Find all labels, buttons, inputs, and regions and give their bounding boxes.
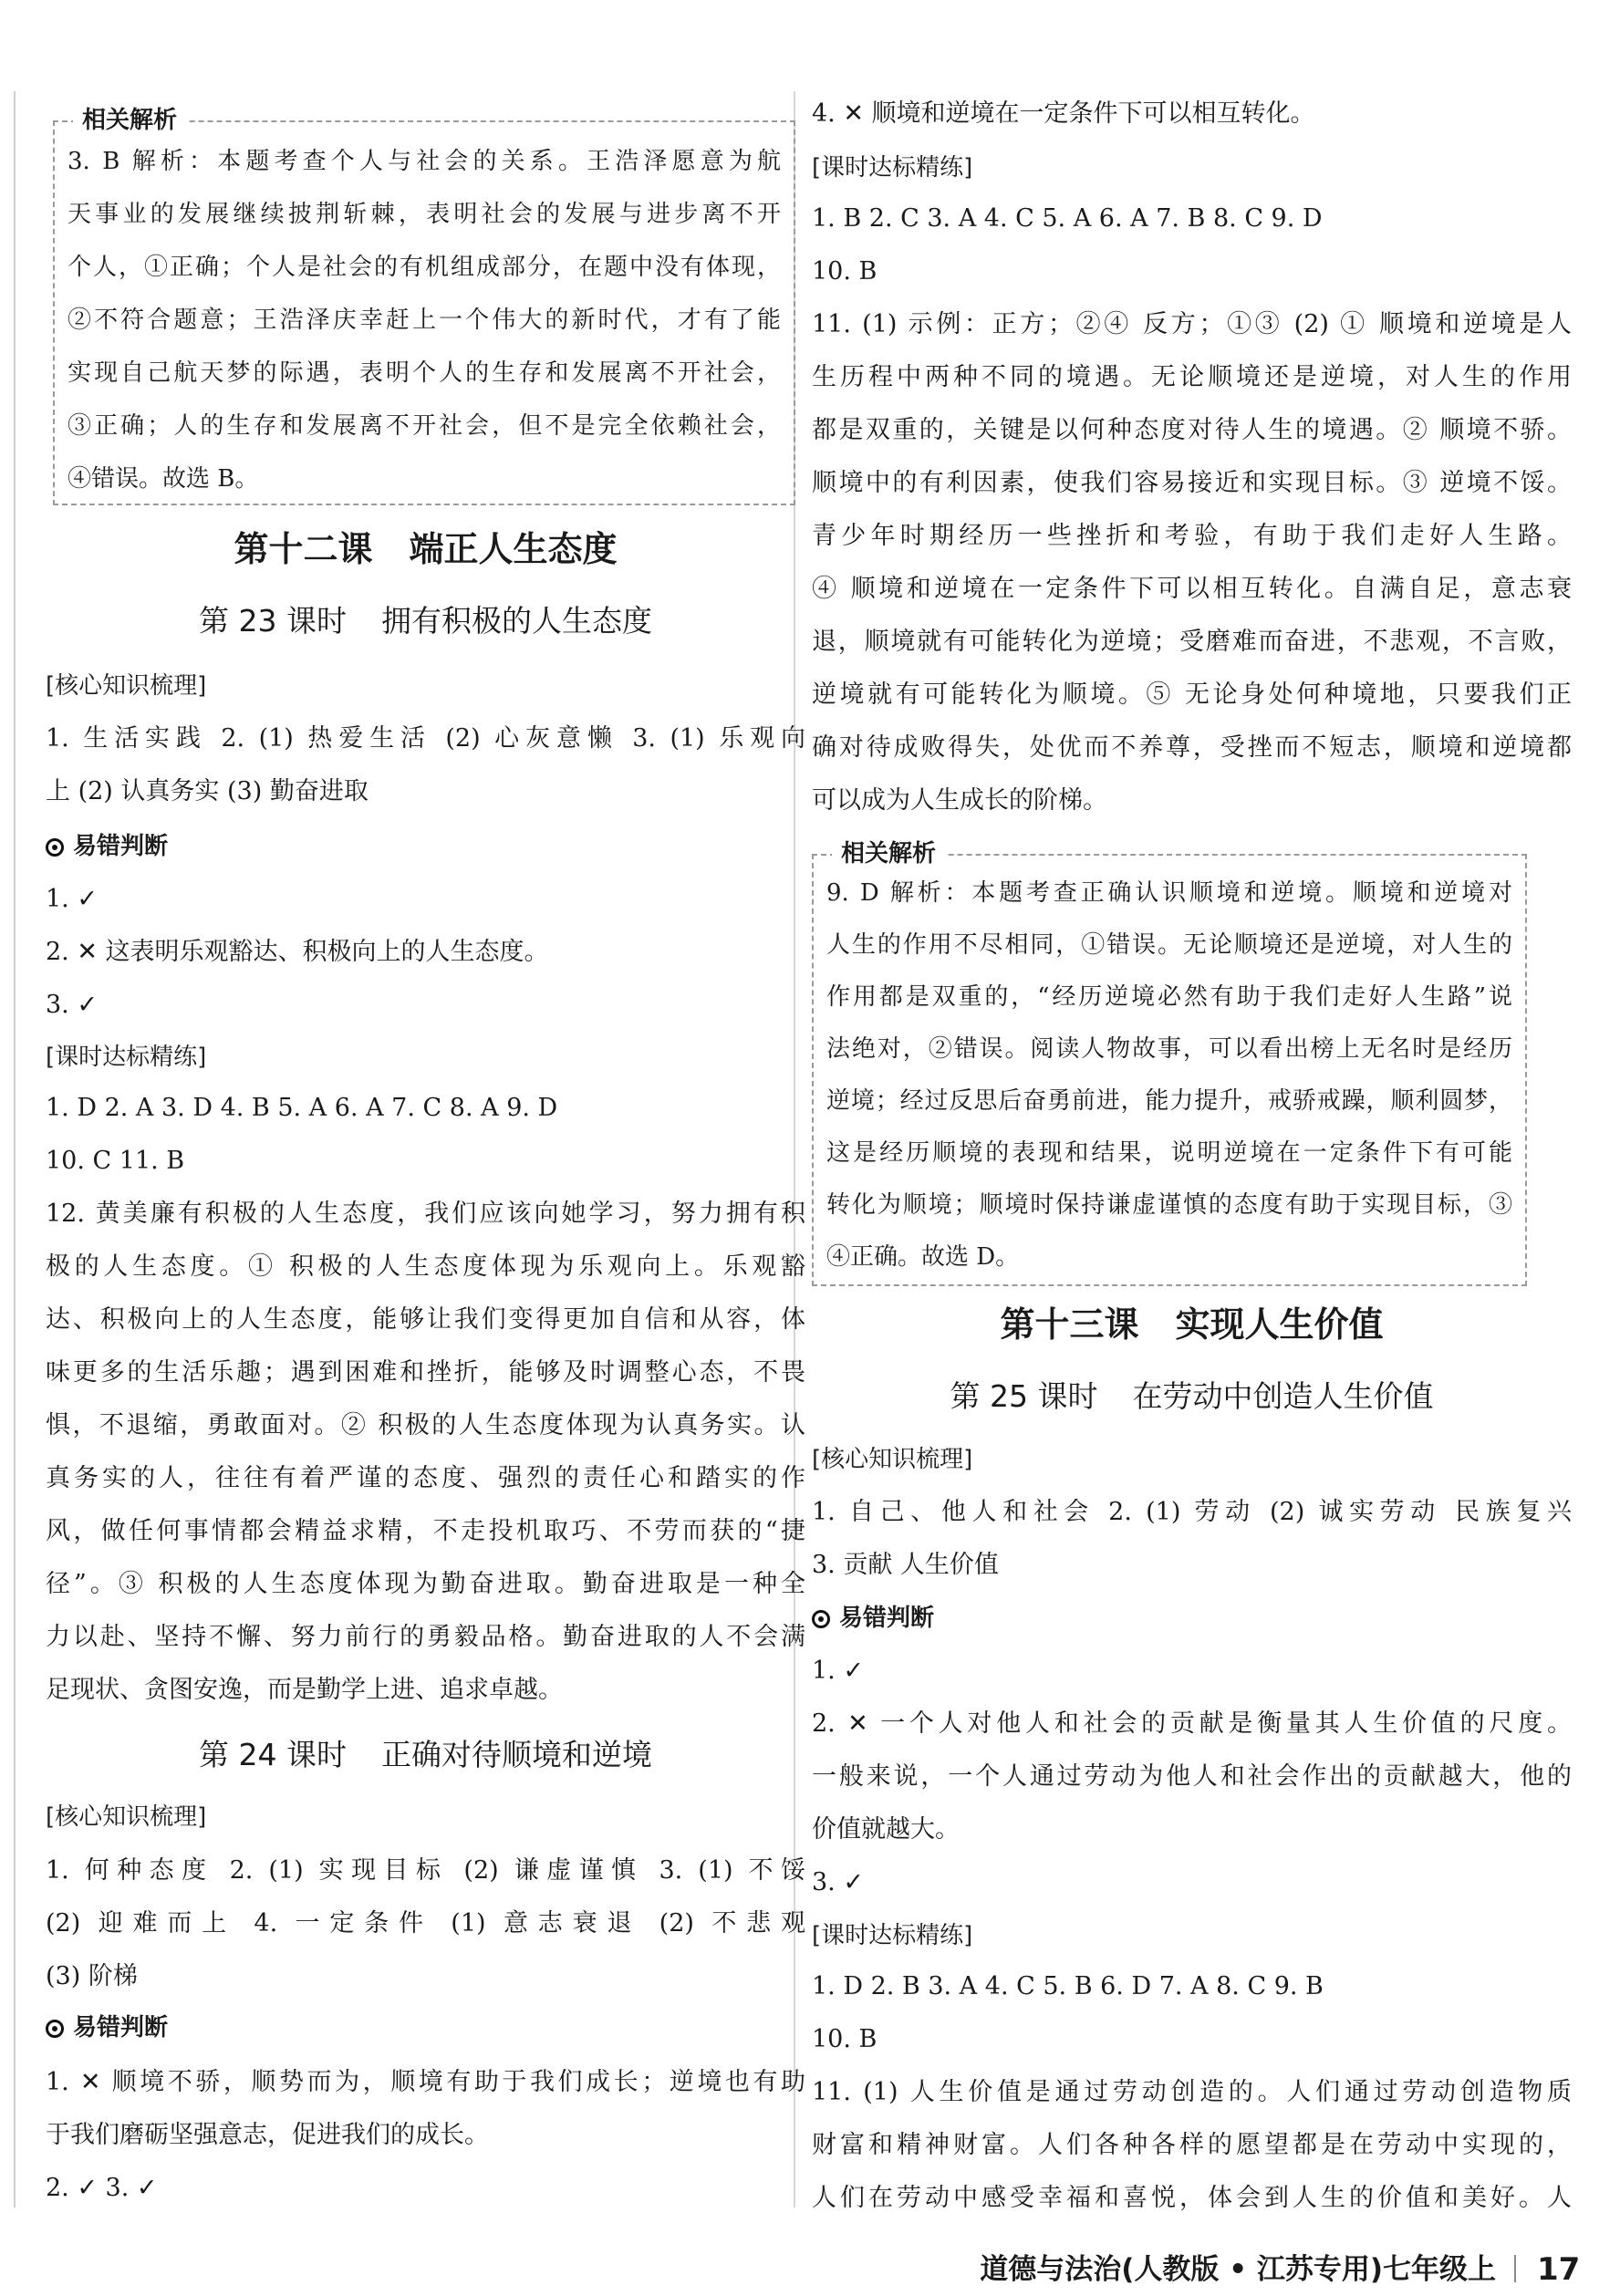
analysis-2-line-7: 转化为顺境；顺境时保持谦虚谨慎的态度有助于实现目标，③ [826,1191,1512,1219]
judge-23-line-1: 1. ✓ [46,885,98,913]
drill-25-line-2: 10. B [812,2025,878,2053]
target-bullet-icon [46,2020,64,2038]
judge-25-line-4: 价值就越大。 [812,1815,960,1844]
judge-24-line-3: 2. ✓ 3. ✓ [46,2174,158,2202]
core-24-line-2: (2) 迎难而上 4. 一定条件 (1) 意志衰退 (2) 不悲观 [46,1909,805,1938]
core-knowledge-label-23: [核心知识梳理] [46,672,207,700]
analysis-2-line-6: 这是经历顺境的表现和结果，说明逆境在一定条件下有可能 [826,1139,1512,1167]
target-bullet-icon [46,838,64,857]
lesson-12-title: 端正人生态度 [409,529,618,569]
analysis-1-line-5: 实现自己航天梦的际遇，表明个人的生存和发展离不开社会， [68,359,781,387]
analysis-2-line-4: 法绝对，②错误。阅读人物故事，可以看出榜上无名时是经历 [826,1035,1512,1063]
core-25-line-1: 1. 自己、他人和社会 2. (1) 劳动 (2) 诚实劳动 民族复兴 [812,1498,1572,1526]
core-knowledge-label-25: [核心知识梳理] [812,1446,973,1473]
judge-25-line-1: 1. ✓ [812,1657,864,1685]
drill-24-line-2: 10. B [812,257,878,286]
lesson-12-heading [46,520,805,578]
analysis-2-line-8: ④正确。故选 D。 [826,1243,1020,1271]
analysis-box-1-tag: 相关解析 [73,102,186,139]
analysis-box-2 [812,840,1527,1286]
period-25-heading [812,1370,1572,1423]
left-column [46,0,805,2296]
drill-24-line-3: 11. (1) 示例：正方；②④ 反方；①③ (2) ① 顺境和逆境是人 [812,310,1572,338]
error-judgment-label-24: 易错判断 [46,2008,168,2048]
period-24-heading [46,1729,805,1782]
drill-24-line-10: 逆境就有可能转化为顺境。⑤ 无论身处何种境地，只要我们正 [812,680,1572,709]
drill-24-line-4: 生历程中两种不同的境遇。无论顺境还是逆境，对人生的作用 [812,363,1572,391]
lesson-13-number: 第十三课 [1000,1304,1139,1345]
judge-25-line-2: 2. ✕ 一个人对他人和社会的贡献是衡量其人生价值的尺度。 [812,1709,1572,1738]
footer-divider [1514,2255,1516,2282]
period-25-number: 第 25 课时 [950,1378,1098,1414]
drill-23-line-8: 真务实的人，往往有着严谨的态度、强烈的责任心和踏实的作 [46,1464,805,1492]
drill-23-line-2: 10. C 11. B [46,1147,185,1175]
analysis-2-line-5: 逆境；经过反思后奋勇前进，能力提升，戒骄戒躁，顺利圆梦， [826,1087,1512,1115]
period-23-number: 第 23 课时 [199,603,347,639]
period-23-heading [46,595,805,648]
analysis-2-line-1: 9. D 解析：本题考查正确认识顺境和逆境。顺境和逆境对 [826,879,1512,907]
drill-label-23: [课时达标精练] [46,1044,207,1071]
drill-24-line-6: 顺境中的有利因素，使我们容易接近和实现目标。③ 逆境不馁。 [812,469,1572,497]
analysis-1-line-1: 3. B 解析：本题考查个人与社会的关系。王浩泽愿意为航 [68,148,781,175]
period-25-title: 在劳动中创造人生价值 [1132,1378,1434,1414]
analysis-box-2-tag: 相关解析 [832,836,945,872]
analysis-box-1 [53,107,795,505]
drill-label-24: [课时达标精练] [812,154,973,182]
error-judgment-label-25: 易错判断 [812,1598,934,1638]
error-judgment-label-23: 易错判断 [46,826,168,867]
analysis-2-line-2: 人生的作用不尽相同，①错误。无论顺境还是逆境，对人生的 [826,931,1512,959]
drill-24-line-5: 都是双重的，关键是以何种态度对待人生的境遇。② 顺境不骄。 [812,416,1572,444]
drill-25-line-4: 财富和精神财富。人们各种各样的愿望都是在劳动中实现的， [812,2131,1572,2159]
analysis-1-line-7: ④错误。故选 B。 [68,465,259,493]
right-column [812,0,1572,2296]
core-24-line-1: 1. 何种态度 2. (1) 实现目标 (2) 谦虚谨慎 3. (1) 不馁 [46,1856,805,1885]
lesson-13-title: 实现人生价值 [1175,1304,1384,1345]
period-24-title: 正确对待顺境和逆境 [380,1737,652,1772]
judge-23-line-3: 3. ✓ [46,991,98,1019]
drill-24-line-12: 可以成为人生成长的阶梯。 [812,786,1107,815]
drill-23-line-9: 风，做任何事情都会精益求精，不走投机取巧、不劳而获的“捷 [46,1517,805,1545]
core-knowledge-label-24: [核心知识梳理] [46,1803,207,1831]
drill-24-line-9: 退，顺境就有可能转化为逆境；受磨难而奋进，不悲观，不言败， [812,628,1572,656]
analysis-1-line-2: 天事业的发展继续披荆斩棘，表明社会的发展与进步离不开 [68,201,781,228]
drill-24-line-1: 1. B 2. C 3. A 4. C 5. A 6. A 7. B 8. C 9. D [812,204,1323,233]
drill-23-line-4: 极的人生态度。① 积极的人生态度体现为乐观向上。乐观豁 [46,1252,805,1281]
judge-25-line-3: 一般来说，一个人通过劳动为他人和社会作出的贡献越大，他的 [812,1762,1572,1791]
judge-24-line-2: 于我们磨砺坚强意志，促进我们的成长。 [46,2121,489,2149]
core-25-line-2: 3. 贡献 人生价值 [812,1551,999,1579]
analysis-1-line-3: 个人，①正确；个人是社会的有机组成部分，在题中没有体现， [68,254,781,281]
core-24-line-3: (3) 阶梯 [46,1962,138,1990]
drill-23-line-3: 12. 黄美廉有积极的人生态度，我们应该向她学习，努力拥有积 [46,1200,805,1228]
judge-24-line-4: 4. ✕ 顺境和逆境在一定条件下可以相互转化。 [812,99,1315,128]
footer-subject: 道德与法治(人教版 • 江苏专用)七年级上 [980,2253,1496,2286]
page-number: 17 [1537,2251,1581,2288]
period-23-title: 拥有积极的人生态度 [380,603,652,639]
drill-23-line-5: 达、积极向上的人生态度，能够让我们变得更加自信和从容，体 [46,1305,805,1334]
judge-25-line-5: 3. ✓ [812,1868,864,1896]
drill-23-line-1: 1. D 2. A 3. D 4. B 5. A 6. A 7. C 8. A 9. D [46,1094,558,1122]
analysis-1-line-6: ③正确；人的生存和发展离不开社会，但不是完全依赖社会， [68,412,781,440]
drill-label-25: [课时达标精练] [812,1922,973,1949]
analysis-1-line-4: ②不符合题意；王浩泽庆幸赶上一个伟大的新时代，才有了能 [68,306,781,334]
judge-23-line-2: 2. ✕ 这表明乐观豁达、积极向上的人生态度。 [46,938,549,966]
drill-24-line-7: 青少年时期经历一些挫折和考验，有助于我们走好人生路。 [812,522,1572,550]
core-23-line-1: 1. 生活实践 2. (1) 热爱生活 (2) 心灰意懒 3. (1) 乐观向 [46,724,805,753]
drill-25-line-5: 人们在劳动中感受幸福和喜悦，体会到人生的价值和美好。人 [812,2184,1572,2212]
core-23-line-2: 上 (2) 认真务实 (3) 勤奋进取 [46,777,369,805]
drill-23-line-11: 力以赴、坚持不懈、努力前行的勇毅品格。勤奋进取的人不会满 [46,1623,805,1651]
lesson-13-heading [812,1295,1572,1354]
period-24-number: 第 24 课时 [199,1737,347,1772]
lesson-12-number: 第十二课 [234,529,373,569]
analysis-2-line-3: 作用都是双重的，“经历逆境必然有助于我们走好人生路”说 [826,983,1512,1011]
drill-23-line-10: 径”。③ 积极的人生态度体现为勤奋进取。勤奋进取是一种全 [46,1570,805,1598]
drill-25-line-1: 1. D 2. B 3. A 4. C 5. B 6. D 7. A 8. C 9. B [812,1972,1324,2000]
drill-23-line-6: 味更多的生活乐趣；遇到困难和挫折，能够及时调整心态，不畏 [46,1358,805,1387]
drill-25-line-3: 11. (1) 人生价值是通过劳动创造的。人们通过劳动创造物质 [812,2078,1572,2106]
drill-23-line-12: 足现状、贪图安逸，而是勤学上进、追求卓越。 [46,1676,563,1704]
left-margin-rule [14,91,16,2208]
drill-23-line-7: 惧，不退缩，勇敢面对。② 积极的人生态度体现为认真务实。认 [46,1411,805,1439]
drill-24-line-11: 确对待成败得失，处优而不养尊，受挫而不短志，顺境和逆境都 [812,733,1572,762]
target-bullet-icon [812,1610,830,1628]
drill-24-line-8: ④ 顺境和逆境在一定条件下可以相互转化。自满自足，意志衰 [812,575,1572,603]
judge-24-line-1: 1. ✕ 顺境不骄，顺势而为，顺境有助于我们成长；逆境也有助 [46,2068,805,2096]
